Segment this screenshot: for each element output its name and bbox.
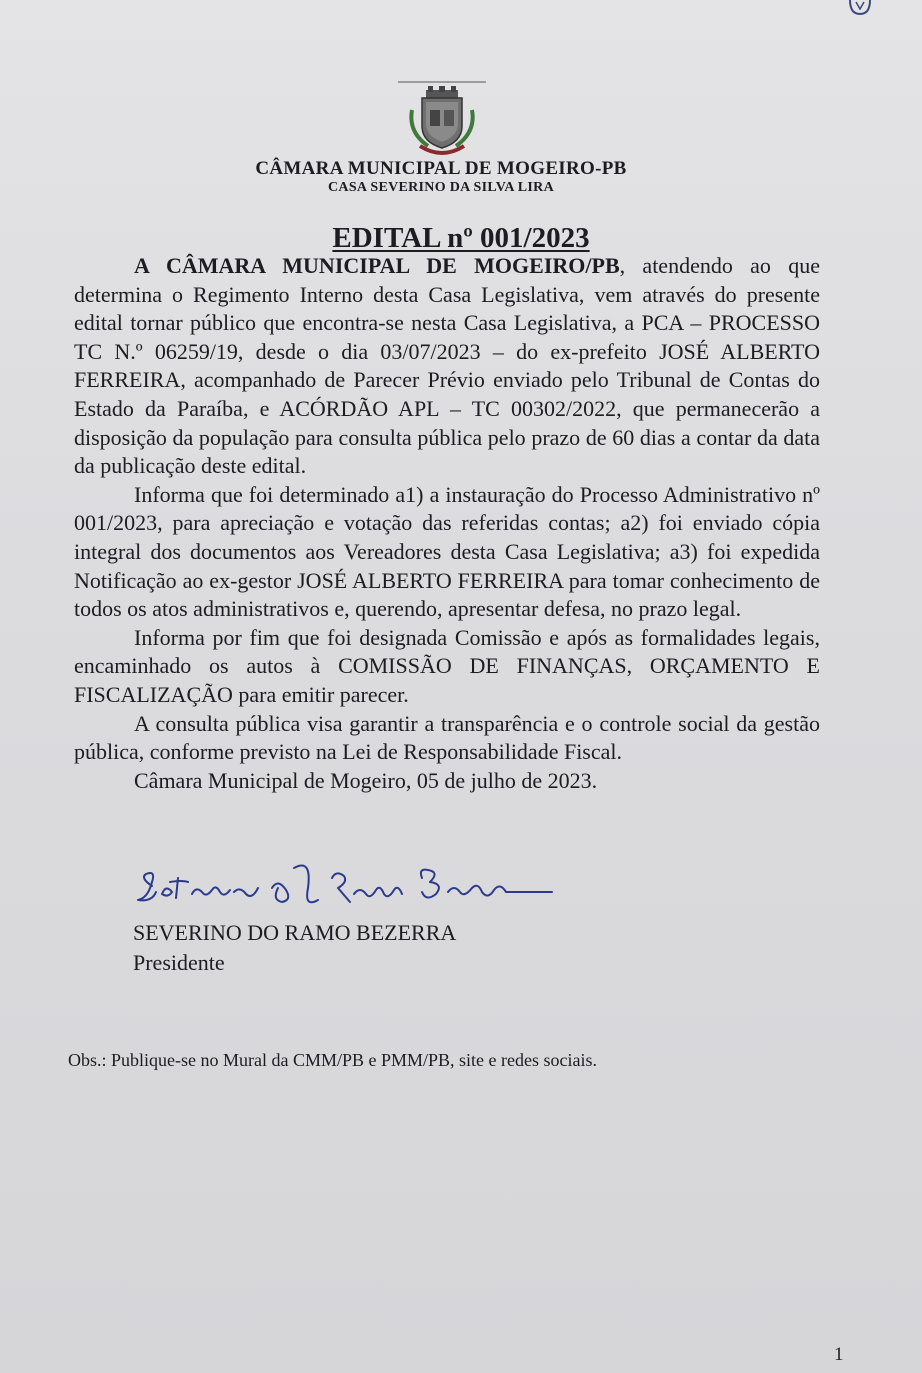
institution-name: CÂMARA MUNICIPAL DE MOGEIRO-PB <box>255 158 627 179</box>
paragraph-4: A consulta pública visa garantir a transparência e o controle social da gestão pública, conforme previsto na Lei de Responsabilidade Fiscal. <box>74 710 820 765</box>
signatory-block <box>133 918 456 978</box>
handwritten-signature <box>122 848 562 918</box>
institution-subtitle: CASA SEVERINO DA SILVA LIRA <box>328 180 554 195</box>
signatory-name: SEVERINO DO RAMO BEZERRA <box>133 920 457 945</box>
document-body <box>74 252 820 795</box>
document-title: EDITAL nº 001/2023 <box>332 222 590 254</box>
paragraph-1-lead: A CÂMARA MUNICIPAL DE MOGEIRO/PB <box>134 253 620 278</box>
paragraph-2: Informa que foi determinado a1) a instauração do Processo Administrativo nº 001/2023, para apreciação e votação das referidas contas; a2) foi enviado cópia integral dos documentos aos Vereadores desta Casa Legislativa; a3) foi expedida Notificação ao ex-gestor JOSÉ ALBERTO FERREIRA para tomar conhecimento de todos os atos administrativos e, querendo, apresentar defesa, no prazo legal. <box>74 481 820 622</box>
paragraph-1 <box>74 252 820 481</box>
observation-note: Obs.: Publique-se no Mural da CMM/PB e PMM/PB, site e redes sociais. <box>68 1050 597 1070</box>
corner-seal-icon <box>848 0 872 16</box>
page-number: 1 <box>834 1344 844 1365</box>
paragraph-3: Informa por fim que foi designada Comissão e após as formalidades legais, encaminhado os autos à COMISSÃO DE FINANÇAS, ORÇAMENTO E FISCALIZAÇÃO para emitir parecer. <box>74 624 820 707</box>
paragraph-1-text: , atendendo ao que determina o Regimento Interno desta Casa Legislativa, vem através do presente edital tornar público que encontra-se nesta Casa Legislativa, a PCA – PROCESSO TC N.º 06259/19, desde o dia 03/07/2023 – do ex-prefeito JOSÉ ALBERTO FERREIRA, acompanhado de Parecer Prévio enviado pelo Tribunal de Contas do Estado da Paraíba, e ACÓRDÃO APL – TC 00302/2022, que permanecerão a disposição da população para consulta pública pelo prazo de 60 dias a contar da data da publicação deste edital. <box>74 253 820 479</box>
signatory-role: Presidente <box>133 950 225 975</box>
municipal-crest-icon <box>398 80 486 162</box>
paragraph-date: Câmara Municipal de Mogeiro, 05 de julho de 2023. <box>134 767 598 793</box>
